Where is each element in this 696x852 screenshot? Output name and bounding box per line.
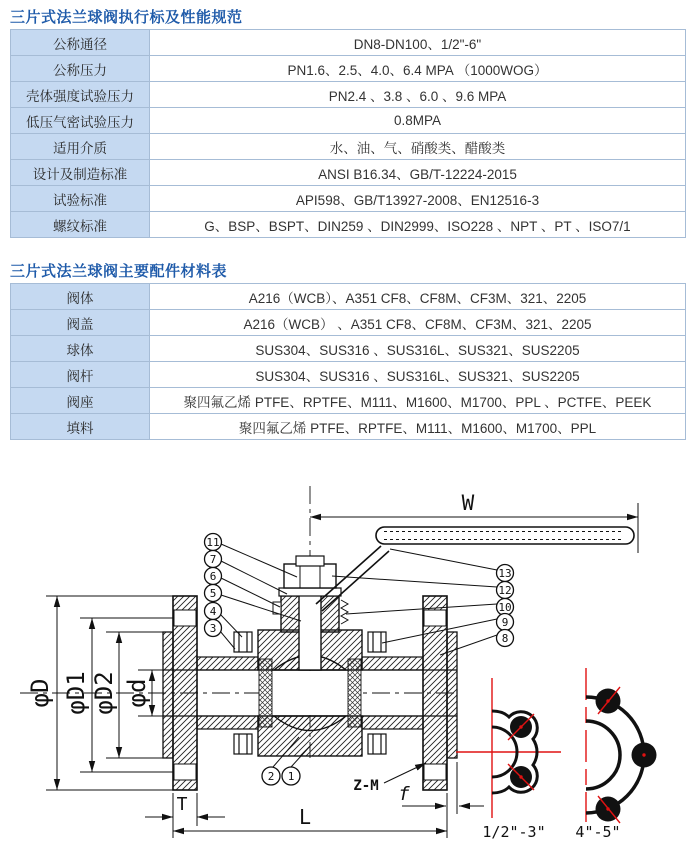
material-table-title: 三片式法兰球阀主要配件材料表 <box>10 263 228 280</box>
table-row <box>11 336 686 362</box>
callout-number: 11 <box>206 536 220 549</box>
handle <box>316 527 634 611</box>
material-label-cell: 阀座 <box>11 388 150 414</box>
spec-value-cell: DN8-DN100、1/2"-6" <box>150 30 686 56</box>
valve-seat <box>259 659 272 727</box>
material-value-cell: 聚四氟乙烯 PTFE、RPTFE、M111、M1600、M1700、PPL 、PCTFE、PEEK <box>150 388 686 414</box>
callout-number: 7 <box>209 553 217 566</box>
material-value-cell: SUS304、SUS316 、SUS316L、SUS321、SUS2205 <box>150 336 686 362</box>
valve-technical-drawing <box>0 470 696 852</box>
spec-value-cell: PN2.4 、3.8 、6.0 、9.6 MPA <box>150 82 686 108</box>
material-label-cell: 阀体 <box>11 284 150 310</box>
material-value-cell: 聚四氟乙烯 PTFE、RPTFE、M111、M1600、M1700、PPL <box>150 414 686 440</box>
table-row <box>11 30 686 56</box>
spec-label-cell: 公称压力 <box>11 56 150 82</box>
callout-number: 5 <box>209 587 217 600</box>
spec-value-cell: 0.8MPA <box>150 108 686 134</box>
dim-label-l: L <box>298 805 312 829</box>
material-label-cell: 阀杆 <box>11 362 150 388</box>
callout-number: 12 <box>498 584 512 597</box>
flange-view-large <box>575 668 656 841</box>
spec-table-title: 三片式法兰球阀执行标及性能规范 <box>10 9 243 26</box>
dim-label-phi-d2: φD2 <box>90 671 118 715</box>
table-row <box>11 82 686 108</box>
stem-nut <box>284 564 336 588</box>
dim-label-phi-bore: φd <box>123 678 151 708</box>
callout-number: 4 <box>209 605 217 618</box>
table-row <box>11 212 686 238</box>
dim-label-t: T <box>176 794 188 815</box>
dim-label-zm: Z-M <box>353 778 379 794</box>
material-label-cell: 球体 <box>11 336 150 362</box>
spec-value-cell: API598、GB/T13927-2008、EN12516-3 <box>150 186 686 212</box>
flange-view-large-label: 4"-5" <box>575 823 621 841</box>
table-row <box>11 186 686 212</box>
table-row <box>11 134 686 160</box>
spec-value-cell: ANSI B16.34、GB/T-12224-2015 <box>150 160 686 186</box>
material-value-cell: A216（WCB）、A351 CF8、CF8M、CF3M、321、2205 <box>150 284 686 310</box>
spec-table <box>10 29 686 238</box>
flange-view-small-label: 1/2"-3" <box>482 823 546 841</box>
callout-number: 6 <box>209 570 217 583</box>
dim-label-phi-d: φD <box>26 678 54 708</box>
callout-number: 2 <box>267 770 275 783</box>
flange-view-small <box>456 678 561 841</box>
callout-number: 13 <box>498 567 512 580</box>
callout-number: 9 <box>501 616 509 629</box>
spec-label-cell: 壳体强度试验压力 <box>11 82 150 108</box>
table-row <box>11 310 686 336</box>
material-label-cell: 阀盖 <box>11 310 150 336</box>
spec-label-cell: 公称通径 <box>11 30 150 56</box>
table-row <box>11 108 686 134</box>
spec-label-cell: 低压气密试验压力 <box>11 108 150 134</box>
material-table <box>10 283 686 440</box>
spec-label-cell: 试验标准 <box>11 186 150 212</box>
dim-label-phi-d1: φD1 <box>62 671 90 715</box>
table-row <box>11 284 686 310</box>
handle-sleeve <box>376 527 634 544</box>
table-row <box>11 388 686 414</box>
valve-cross-section <box>163 527 634 790</box>
callout-number: 3 <box>209 622 217 635</box>
dim-label-w: W <box>461 491 475 515</box>
material-value-cell: SUS304、SUS316 、SUS316L、SUS321、SUS2205 <box>150 362 686 388</box>
valve-seat <box>348 659 361 727</box>
table-row <box>11 362 686 388</box>
spec-value-cell: 水、油、气、硝酸类、醋酸类 <box>150 134 686 160</box>
callout-number: 1 <box>287 770 295 783</box>
spec-label-cell: 设计及制造标准 <box>11 160 150 186</box>
table-row <box>11 56 686 82</box>
table-row <box>11 160 686 186</box>
table-row <box>11 414 686 440</box>
spec-value-cell: PN1.6、2.5、4.0、6.4 MPA （1000WOG） <box>150 56 686 82</box>
material-label-cell: 填料 <box>11 414 150 440</box>
spec-value-cell: G、BSP、BSPT、DIN259 、DIN2999、ISO228 、NPT 、PT 、ISO7/1 <box>150 212 686 238</box>
material-value-cell: A216（WCB） 、A351 CF8、CF8M、CF3M、321、2205 <box>150 310 686 336</box>
spec-label-cell: 适用介质 <box>11 134 150 160</box>
dim-label-f: f <box>398 783 410 805</box>
callout-number: 8 <box>501 632 509 645</box>
anti-static-washer <box>341 600 348 624</box>
spec-label-cell: 螺纹标准 <box>11 212 150 238</box>
callout-number: 10 <box>498 601 512 614</box>
